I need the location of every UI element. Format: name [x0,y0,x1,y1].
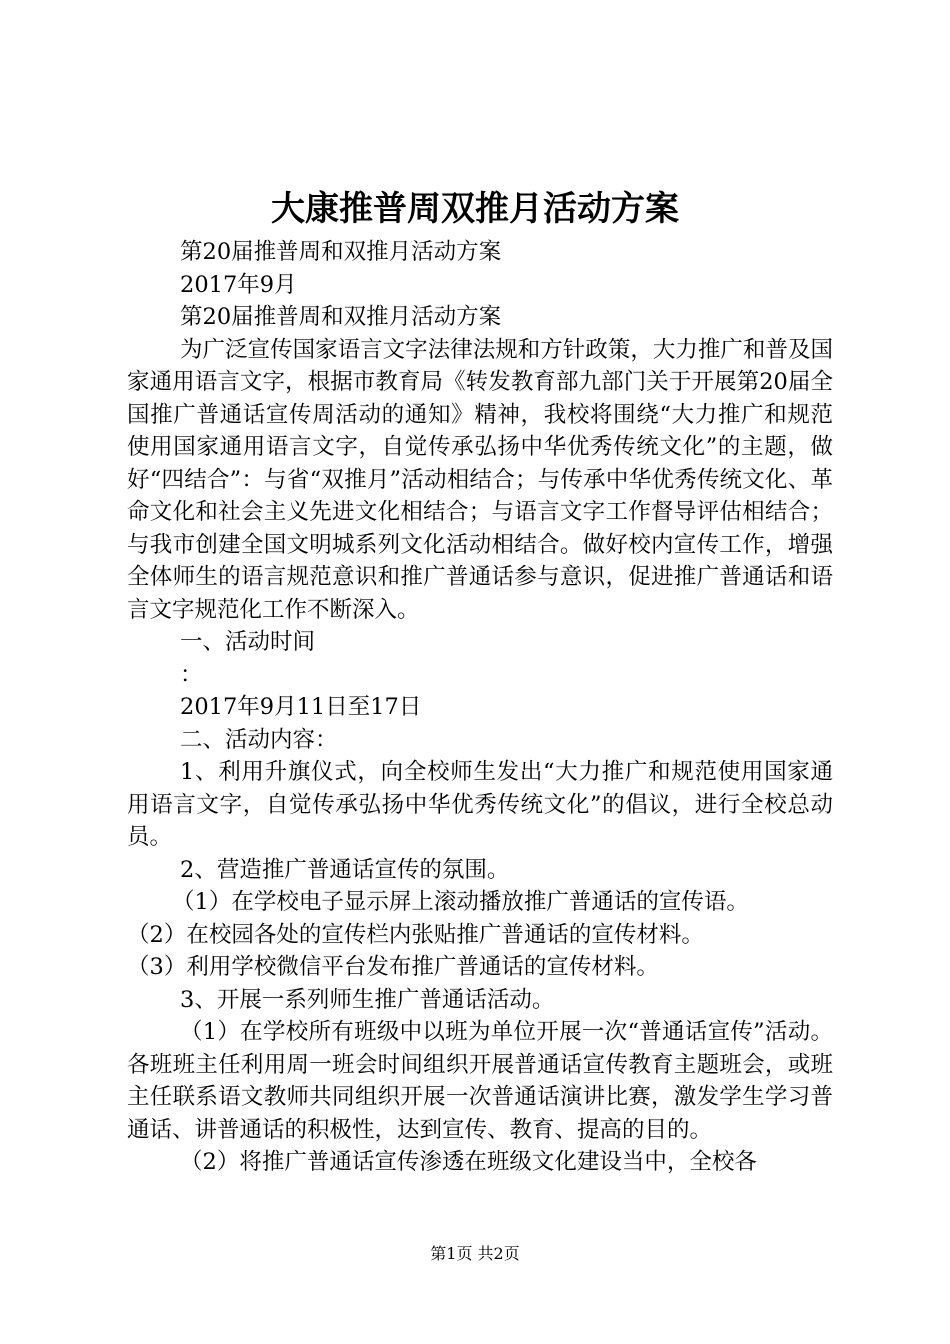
colon-line: ： [180,661,203,688]
page-footer: 第1页 共2页 [430,1244,520,1263]
item-2-sub-1: （1）在学校电子显示屏上滚动播放推广普通话的宣传语。 [172,889,749,915]
item-2-paragraph: 2、营造推广普通话宣传的氛围。 [180,856,510,883]
item-1-paragraph: 1、利用升旗仪式，向全校师生发出“大力推广和规范使用国家通用语言文字，自觉传承弘扬中华优秀传统文化”的倡议，进行全校总动员。 [127,759,833,850]
item-3-sub-1: （1）在学校所有班级中以班为单位开展一次“普通话宣传”活动。各班班主任利用周一班会时间组织开展普通话宣传教育主题班会，或班主任联系语文教师共同组织开展一次普通话演讲比赛，激发学生学习普通话、讲普通话的积极性，达到宣传、教育、提高的目的。 [127,1019,833,1143]
subtitle-repeat-paragraph: 第20届推普周和双推月活动方案 [180,304,502,330]
item-3-sub-2: （2）将推广普通话宣传渗透在班级文化建设当中，全校各 [180,1149,757,1175]
activity-date-paragraph: 2017年9月11日至17日 [180,694,422,720]
intro-paragraph: 为广泛宣传国家语言文字法律法规和方针政策，大力推广和普及国家通用语言文字，根据市教育局《转发教育部九部门关于开展第20届全国推广普通话宣传周活动的通知》精神，我校将围绕“大力推广和规范使用国家通用语言文字，自觉传承弘扬中华优秀传统文化”的主题，做好“四结合”：与省“双推月”活动相结合；与传承中华优秀传统文化、革命文化和社会主义先进文化相结合；与语言文字工作督导评估相结合；与我市创建全国文明城系列文化活动相结合。做好校内宣传工作，增强全体师生的语言规范意识和推广普通话参与意识，促进推广普通话和语言文字规范化工作不断深入。 [127,336,833,623]
item-2-sub-3: （3）利用学校微信平台发布推广普通话的宣传材料。 [127,954,659,980]
item-2-sub-2: （2）在校园各处的宣传栏内张贴推广普通话的宣传材料。 [127,921,704,948]
document-body [127,236,833,1179]
section-heading-content: 二、活动内容： [180,726,338,753]
date-paragraph: 2017年9月 [180,271,297,298]
subtitle-paragraph: 第20届推普周和双推月活动方案 [180,239,502,265]
page-title: 大康推普周双推月活动方案 [271,189,679,229]
item-3-paragraph: 3、开展一系列师生推广普通话活动。 [180,986,555,1013]
section-heading-time: 一、活动时间 [180,629,316,655]
